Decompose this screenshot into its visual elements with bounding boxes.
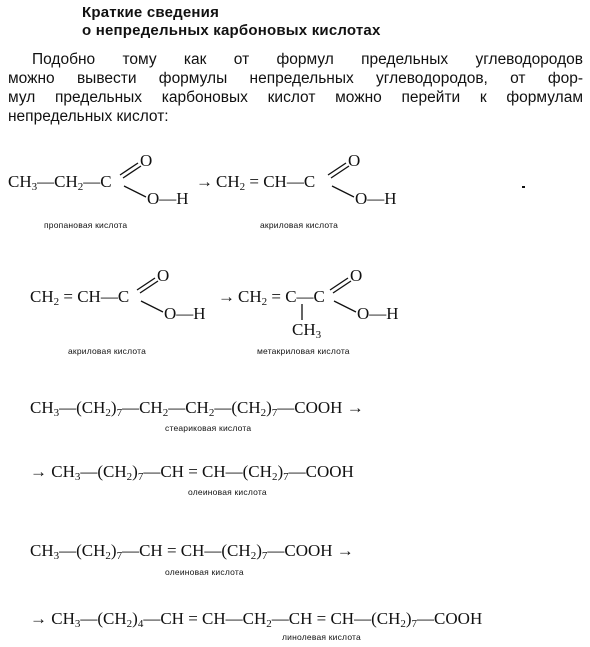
double-bond-line (331, 166, 349, 178)
intro-line-2: можно вывести формулы непредельных углеводородов, от фор- (8, 70, 583, 87)
intro-line-4: непредельных кислот: (8, 108, 169, 125)
reaction-arrow: → (218, 287, 235, 306)
hydroxyl-group: O—H (355, 189, 397, 208)
formula-oleic-acid: → $CH_3—(CH_2)_7—CH$ = $CH—(CH_2)_7—COOH$ (30, 462, 354, 483)
formula-acrylic-acid: $CH_2$ = CH—C (30, 287, 130, 308)
caption-methacrylic-acid: метакриловая кислота (257, 346, 350, 356)
carbonyl-oxygen: O (157, 266, 170, 285)
formula-oleic-acid: $CH_3—(CH_2)_7—CH$ = $CH—(CH_2)_7—COOH$ → (30, 541, 354, 562)
carbonyl-oxygen: O (348, 151, 361, 170)
caption-propanoic-acid: пропановая кислота (44, 220, 128, 230)
single-bond-line (334, 301, 356, 312)
intro-line-3: мул предельных карбоновых кислот можно перейти к формулам (8, 89, 583, 106)
reaction-arrow: → (196, 172, 213, 191)
heading-line-2: о непредельных карбоновых кислотах (82, 22, 381, 39)
hydroxyl-group: O—H (357, 304, 399, 323)
double-bond-line (330, 278, 348, 290)
caption-acrylic-acid: акриловая кислота (68, 346, 147, 356)
caption-stearic-acid: стеариковая кислота (165, 423, 252, 433)
single-bond-line (141, 301, 163, 312)
carbonyl-oxygen: O (350, 266, 363, 285)
heading-line-1: Краткие сведения (82, 4, 220, 21)
single-bond-line (124, 186, 146, 197)
formula-methacrylic-acid: $CH_2$ = C—C (238, 287, 325, 308)
double-bond-line (123, 166, 141, 178)
formula-acrylic-acid: $CH_2$ = CH—C (216, 172, 316, 193)
formula-propanoic-acid: $CH_3—CH_2—C$ (8, 172, 112, 193)
double-bond-line (120, 163, 138, 175)
formula-linoleic-acid: → $CH_3—(CH_2)_4—CH$ = $CH—CH_2—CH$ = $CH—(CH_2)_7—COOH$ (30, 609, 483, 630)
caption-linoleic-acid: линолевая кислота (282, 632, 361, 642)
caption-oleic-acid: олеиновая кислота (188, 487, 267, 497)
methyl-branch: $CH_3$ (292, 320, 322, 341)
hydroxyl-group: O—H (147, 189, 189, 208)
stray-dot (522, 186, 525, 188)
carbonyl-oxygen: O (140, 151, 153, 170)
double-bond-line (333, 281, 351, 293)
intro-line-1: Подобно тому как от формул предельных углеводородов (32, 51, 583, 68)
single-bond-line (332, 186, 354, 197)
caption-acrylic-acid: акриловая кислота (260, 220, 339, 230)
double-bond-line (137, 278, 155, 290)
double-bond-line (140, 281, 158, 293)
double-bond-line (328, 163, 346, 175)
hydroxyl-group: O—H (164, 304, 206, 323)
formula-stearic-acid: $CH_3—(CH_2)_7—CH_2—CH_2—(CH_2)_7—COOH$ → (30, 398, 364, 419)
caption-oleic-acid: олеиновая кислота (165, 567, 244, 577)
